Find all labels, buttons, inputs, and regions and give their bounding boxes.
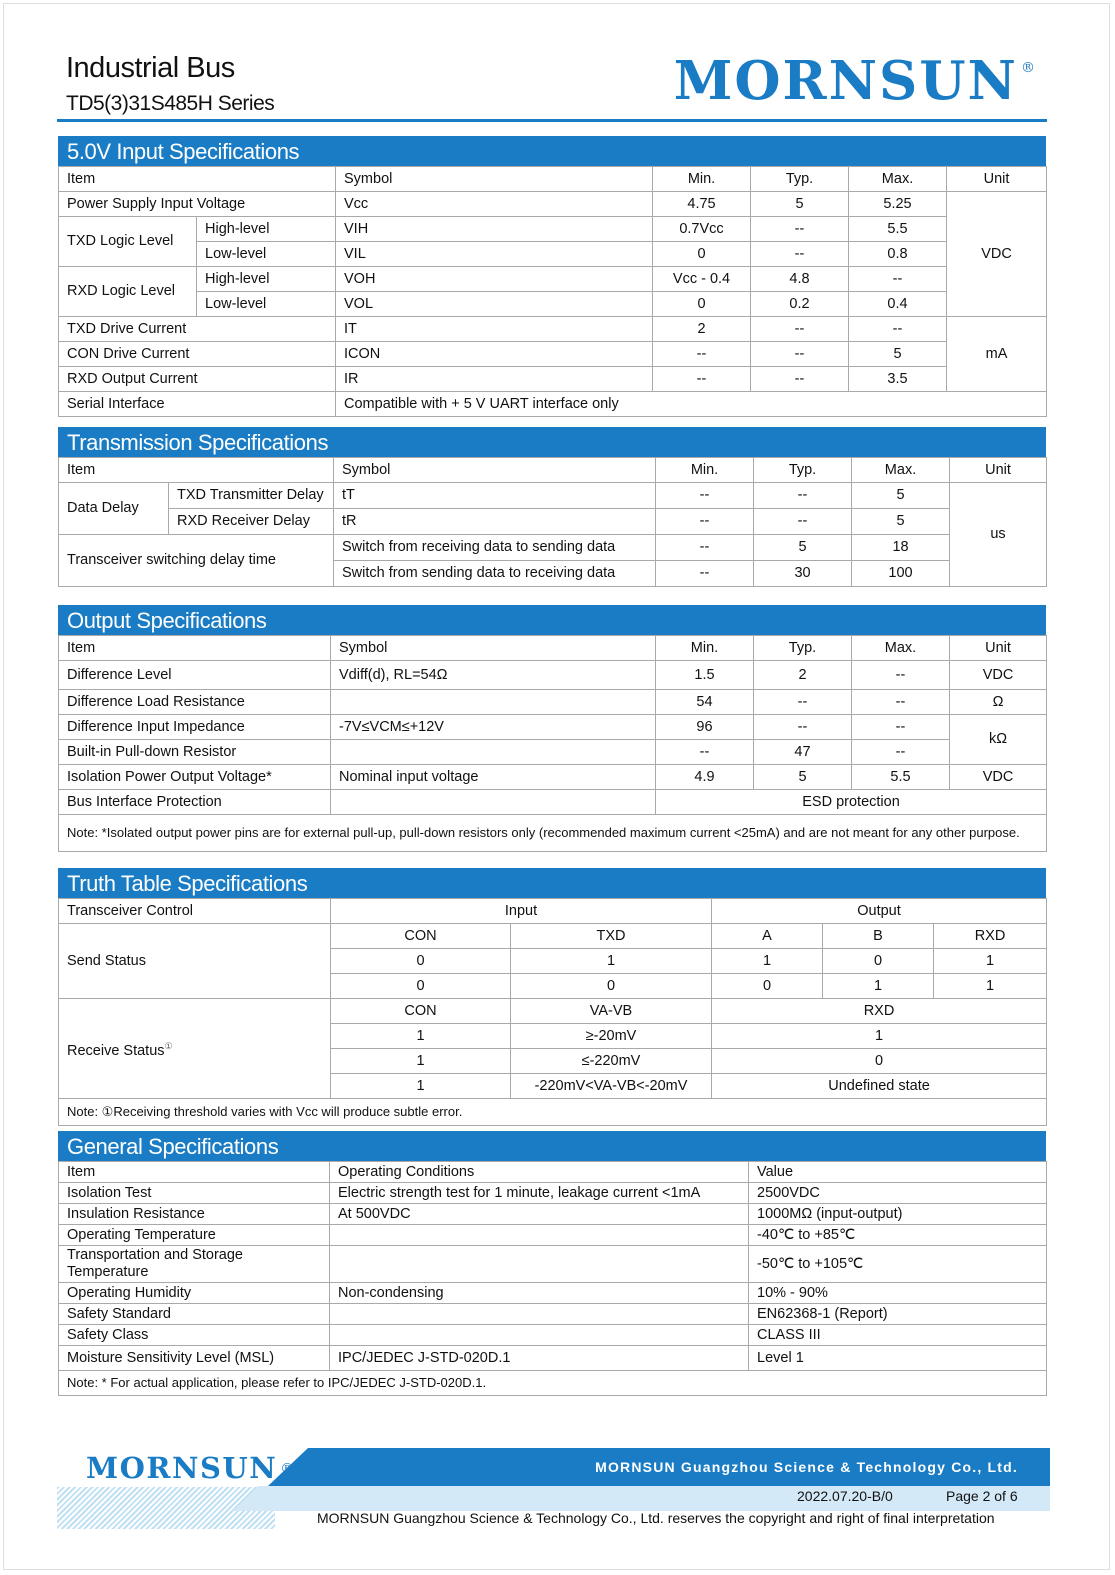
cell-conditions: Electric strength test for 1 minute, leakage current <1mA xyxy=(330,1183,749,1204)
cell-typ: -- xyxy=(754,690,852,715)
table-row xyxy=(59,1325,1047,1346)
table-row xyxy=(59,292,1047,317)
cell-con-head: CON xyxy=(331,924,511,949)
cell-conditions: Non-condensing xyxy=(330,1283,749,1304)
cell-rxd-head: RXD xyxy=(934,924,1047,949)
cell-rxd: 1 xyxy=(934,974,1047,999)
table-row xyxy=(59,1346,1047,1371)
header-min: Min. xyxy=(653,167,751,192)
cell-symbol: tT xyxy=(334,483,656,509)
cell-vavb: ≥-20mV xyxy=(511,1024,712,1049)
cell-min: 0.7Vcc xyxy=(653,217,751,242)
cell-subitem: High-level xyxy=(197,267,336,292)
cell-typ: -- xyxy=(751,242,849,267)
table-row xyxy=(59,483,1047,509)
cell-max: 18 xyxy=(852,535,950,561)
cell-typ: 5 xyxy=(754,535,852,561)
cell-symbol: IT xyxy=(336,317,653,342)
table-row xyxy=(59,740,1047,765)
section-title: Output Specifications xyxy=(58,605,1046,635)
footer-registered-mark: ® xyxy=(280,1461,296,1477)
cell-conditions xyxy=(330,1225,749,1246)
cell-max: 0.8 xyxy=(849,242,947,267)
footer-date: 2022.07.20-B/0 xyxy=(797,1488,893,1504)
cell-vavb: -220mV<VA-VB<-20mV xyxy=(511,1074,712,1099)
cell-max: 100 xyxy=(852,561,950,587)
cell-value: EN62368-1 (Report) xyxy=(749,1304,1047,1325)
cell-item: Difference Load Resistance xyxy=(59,690,331,715)
table-row xyxy=(59,690,1047,715)
cell-min: 0 xyxy=(653,292,751,317)
cell-max: -- xyxy=(852,740,950,765)
table-row xyxy=(59,1183,1047,1204)
cell-min: -- xyxy=(653,367,751,392)
cell-min: -- xyxy=(656,483,754,509)
cell-typ: 30 xyxy=(754,561,852,587)
header-symbol: Symbol xyxy=(331,636,656,661)
table-header-row xyxy=(59,458,1047,483)
cell-value: -50℃ to +105℃ xyxy=(749,1246,1047,1283)
header-item: Item xyxy=(59,458,334,483)
cell-txd-head: TXD xyxy=(511,924,712,949)
cell-max: -- xyxy=(852,715,950,740)
logo-text: MORNSUN xyxy=(673,50,1018,112)
cell-typ: 2 xyxy=(754,661,852,690)
header-item: Item xyxy=(59,167,336,192)
table-header-row xyxy=(59,899,1047,924)
transmission-specifications xyxy=(58,427,1046,587)
cell-con: 1 xyxy=(331,1049,511,1074)
cell-b-head: B xyxy=(823,924,934,949)
truth-note: Note: ①Receiving threshold varies with Vcc will produce subtle error. xyxy=(59,1099,1047,1126)
header-typ: Typ. xyxy=(754,458,852,483)
cell-max: 5 xyxy=(852,509,950,535)
cell-item: Power Supply Input Voltage xyxy=(59,192,336,217)
header-item: Item xyxy=(59,1162,330,1183)
general-specifications xyxy=(58,1131,1046,1396)
cell-conditions xyxy=(330,1304,749,1325)
footer-company: MORNSUN Guangzhou Science & Technology Co., Ltd. xyxy=(595,1459,1018,1475)
cell-item: RXD Logic Level xyxy=(59,267,197,317)
cell-symbol: tR xyxy=(334,509,656,535)
cell-max: -- xyxy=(852,690,950,715)
header-symbol: Symbol xyxy=(334,458,656,483)
cell-unit: VDC xyxy=(947,192,1047,317)
table-row xyxy=(59,924,1047,949)
table-row xyxy=(59,765,1047,790)
table-row xyxy=(59,217,1047,242)
footer-logo xyxy=(86,1451,296,1485)
cell-min: 0 xyxy=(653,242,751,267)
cell-item: Difference Input Impedance xyxy=(59,715,331,740)
cell-max: 3.5 xyxy=(849,367,947,392)
header-typ: Typ. xyxy=(751,167,849,192)
cell-item: Safety Class xyxy=(59,1325,330,1346)
cell-max: -- xyxy=(849,317,947,342)
cell-symbol: VOL xyxy=(336,292,653,317)
truth-table-specifications xyxy=(58,868,1046,1126)
cell-a: 1 xyxy=(712,949,823,974)
table-row xyxy=(59,509,1047,535)
cell-unit: VDC xyxy=(950,661,1047,690)
cell-item: Isolation Power Output Voltage* xyxy=(59,765,331,790)
cell-max: -- xyxy=(849,267,947,292)
cell-item: Data Delay xyxy=(59,483,169,535)
cell-con: 0 xyxy=(331,974,511,999)
cell-min: 1.5 xyxy=(656,661,754,690)
cell-rxd-head: RXD xyxy=(712,999,1047,1024)
table-row xyxy=(59,661,1047,690)
header-min: Min. xyxy=(656,458,754,483)
header-value: Value xyxy=(749,1162,1047,1183)
header-max: Max. xyxy=(852,458,950,483)
cell-vavb-head: VA-VB xyxy=(511,999,712,1024)
cell-send-status: Send Status xyxy=(59,924,331,999)
header-max: Max. xyxy=(852,636,950,661)
table-header-row xyxy=(59,167,1047,192)
cell-typ: -- xyxy=(754,715,852,740)
cell-rxd: 1 xyxy=(712,1024,1047,1049)
receive-footnote-mark: ① xyxy=(164,1040,173,1051)
cell-subitem: RXD Receiver Delay xyxy=(169,509,334,535)
general-note: Note: * For actual application, please refer to IPC/JEDEC J-STD-020D.1. xyxy=(59,1371,1047,1396)
header-unit: Unit xyxy=(950,458,1047,483)
table-row xyxy=(59,267,1047,292)
cell-min: -- xyxy=(656,561,754,587)
table-header-row xyxy=(59,1162,1047,1183)
receive-status-label: Receive Status xyxy=(67,1042,165,1059)
table-row xyxy=(59,1283,1047,1304)
header-min: Min. xyxy=(656,636,754,661)
cell-value: 10% - 90% xyxy=(749,1283,1047,1304)
cell-symbol: VIH xyxy=(336,217,653,242)
header-series: TD5(3)31S485H Series xyxy=(66,92,275,115)
cell-min: 2 xyxy=(653,317,751,342)
cell-rxd: Undefined state xyxy=(712,1074,1047,1099)
table-row xyxy=(59,342,1047,367)
header-title: Industrial Bus xyxy=(66,52,235,84)
cell-typ: -- xyxy=(751,317,849,342)
footer-page-number: Page 2 of 6 xyxy=(946,1488,1018,1504)
table-row xyxy=(59,1204,1047,1225)
table-note-row xyxy=(59,1099,1047,1126)
header-unit: Unit xyxy=(950,636,1047,661)
output-note: Note: *Isolated output power pins are for external pull-up, pull-down resistors only (recommended maximum current <25mA) and are not meant for any other purpose. xyxy=(59,815,1047,852)
cell-conditions: At 500VDC xyxy=(330,1204,749,1225)
header-max: Max. xyxy=(849,167,947,192)
cell-item: Insulation Resistance xyxy=(59,1204,330,1225)
table-row xyxy=(59,535,1047,561)
cell-value: Compatible with + 5 V UART interface only xyxy=(336,392,1047,417)
cell-typ: 5 xyxy=(751,192,849,217)
mornsun-logo xyxy=(674,50,1037,112)
section-title: Truth Table Specifications xyxy=(58,868,1046,898)
cell-item: Operating Temperature xyxy=(59,1225,330,1246)
cell-a: 0 xyxy=(712,974,823,999)
cell-rxd: 1 xyxy=(934,949,1047,974)
table-row xyxy=(59,790,1047,815)
header-symbol: Symbol xyxy=(336,167,653,192)
cell-typ: 4.8 xyxy=(751,267,849,292)
cell-unit: mA xyxy=(947,317,1047,392)
cell-min: 54 xyxy=(656,690,754,715)
header-unit: Unit xyxy=(947,167,1047,192)
cell-unit: us xyxy=(950,483,1047,587)
cell-vavb: ≤-220mV xyxy=(511,1049,712,1074)
header-input: Input xyxy=(331,899,712,924)
cell-item: Moisture Sensitivity Level (MSL) xyxy=(59,1346,330,1371)
cell-min: -- xyxy=(656,535,754,561)
cell-item: Transceiver switching delay time xyxy=(59,535,334,587)
cell-min: 4.9 xyxy=(656,765,754,790)
cell-item: Difference Level xyxy=(59,661,331,690)
cell-con: 1 xyxy=(331,1024,511,1049)
cell-value: Level 1 xyxy=(749,1346,1047,1371)
cell-max: -- xyxy=(852,661,950,690)
cell-value: CLASS III xyxy=(749,1325,1047,1346)
cell-txd: 1 xyxy=(511,949,712,974)
cell-item: Operating Humidity xyxy=(59,1283,330,1304)
cell-conditions xyxy=(330,1246,749,1283)
cell-value: -40℃ to +85℃ xyxy=(749,1225,1047,1246)
cell-max: 5.5 xyxy=(849,217,947,242)
cell-value: ESD protection xyxy=(656,790,1047,815)
cell-rxd: 0 xyxy=(712,1049,1047,1074)
cell-min: -- xyxy=(653,342,751,367)
header-output: Output xyxy=(712,899,1047,924)
cell-symbol xyxy=(331,690,656,715)
cell-symbol: Vcc xyxy=(336,192,653,217)
cell-b: 0 xyxy=(823,949,934,974)
cell-symbol: Vdiff(d), RL=54Ω xyxy=(331,661,656,690)
table-row xyxy=(59,1304,1047,1325)
cell-subitem: Low-level xyxy=(197,242,336,267)
cell-max: 5.25 xyxy=(849,192,947,217)
cell-b: 1 xyxy=(823,974,934,999)
footer-light-band xyxy=(233,1486,1050,1511)
cell-min: -- xyxy=(656,740,754,765)
header-typ: Typ. xyxy=(754,636,852,661)
cell-symbol xyxy=(331,790,656,815)
cell-item: TXD Drive Current xyxy=(59,317,336,342)
table-row xyxy=(59,192,1047,217)
cell-max: 5 xyxy=(852,483,950,509)
output-specifications xyxy=(58,605,1046,852)
cell-value: 1000MΩ (input-output) xyxy=(749,1204,1047,1225)
input-table xyxy=(58,166,1047,417)
cell-typ: 0.2 xyxy=(751,292,849,317)
cell-symbol: ICON xyxy=(336,342,653,367)
header-item: Item xyxy=(59,636,331,661)
footer-copyright: MORNSUN Guangzhou Science & Technology Co., Ltd. reserves the copyright and right of final interpretation xyxy=(317,1510,995,1526)
table-row xyxy=(59,392,1047,417)
truth-table xyxy=(58,898,1047,1126)
cell-symbol: Switch from receiving data to sending data xyxy=(334,535,656,561)
table-row xyxy=(59,1246,1047,1283)
cell-unit: VDC xyxy=(950,765,1047,790)
cell-unit: Ω xyxy=(950,690,1047,715)
header-conditions: Operating Conditions xyxy=(330,1162,749,1183)
cell-max: 5 xyxy=(849,342,947,367)
cell-item: TXD Logic Level xyxy=(59,217,197,267)
cell-item: Built-in Pull-down Resistor xyxy=(59,740,331,765)
input-specifications xyxy=(58,136,1046,417)
cell-min: -- xyxy=(656,509,754,535)
cell-symbol: IR xyxy=(336,367,653,392)
cell-typ: 47 xyxy=(754,740,852,765)
cell-receive-status xyxy=(59,999,331,1099)
cell-symbol: -7V≤VCM≤+12V xyxy=(331,715,656,740)
cell-symbol: Switch from sending data to receiving data xyxy=(334,561,656,587)
cell-value: 2500VDC xyxy=(749,1183,1047,1204)
table-note-row xyxy=(59,1371,1047,1396)
cell-item: RXD Output Current xyxy=(59,367,336,392)
table-note-row xyxy=(59,815,1047,852)
cell-max: 0.4 xyxy=(849,292,947,317)
cell-typ: -- xyxy=(751,367,849,392)
cell-min: 4.75 xyxy=(653,192,751,217)
cell-con-head: CON xyxy=(331,999,511,1024)
cell-item: Safety Standard xyxy=(59,1304,330,1325)
page-footer xyxy=(0,1445,1115,1575)
cell-symbol: VIL xyxy=(336,242,653,267)
cell-symbol: Nominal input voltage xyxy=(331,765,656,790)
cell-txd: 0 xyxy=(511,974,712,999)
cell-unit: kΩ xyxy=(950,715,1047,765)
cell-min: 96 xyxy=(656,715,754,740)
table-row xyxy=(59,317,1047,342)
transmission-table xyxy=(58,457,1047,587)
table-header-row xyxy=(59,636,1047,661)
cell-max: 5.5 xyxy=(852,765,950,790)
section-title: General Specifications xyxy=(58,1131,1046,1161)
cell-min: Vcc - 0.4 xyxy=(653,267,751,292)
cell-typ: -- xyxy=(754,483,852,509)
cell-typ: -- xyxy=(754,509,852,535)
section-title: Transmission Specifications xyxy=(58,427,1046,457)
cell-typ: -- xyxy=(751,342,849,367)
general-table xyxy=(58,1161,1047,1396)
cell-item: CON Drive Current xyxy=(59,342,336,367)
cell-con: 0 xyxy=(331,949,511,974)
table-row xyxy=(59,242,1047,267)
table-row xyxy=(59,999,1047,1024)
cell-subitem: TXD Transmitter Delay xyxy=(169,483,334,509)
cell-symbol xyxy=(331,740,656,765)
cell-item: Bus Interface Protection xyxy=(59,790,331,815)
cell-item: Transportation and Storage Temperature xyxy=(59,1246,330,1283)
table-row xyxy=(59,1225,1047,1246)
registered-mark: ® xyxy=(1021,60,1037,76)
output-table xyxy=(58,635,1047,852)
table-row xyxy=(59,715,1047,740)
cell-conditions: IPC/JEDEC J-STD-020D.1 xyxy=(330,1346,749,1371)
cell-typ: -- xyxy=(751,217,849,242)
cell-a-head: A xyxy=(712,924,823,949)
header-control: Transceiver Control xyxy=(59,899,331,924)
header-rule xyxy=(57,119,1047,122)
cell-item: Isolation Test xyxy=(59,1183,330,1204)
cell-subitem: High-level xyxy=(197,217,336,242)
cell-item: Serial Interface xyxy=(59,392,336,417)
cell-typ: 5 xyxy=(754,765,852,790)
table-row xyxy=(59,367,1047,392)
cell-symbol: VOH xyxy=(336,267,653,292)
footer-logo-text: MORNSUN xyxy=(86,1451,278,1485)
section-title: 5.0V Input Specifications xyxy=(58,136,1046,166)
cell-conditions xyxy=(330,1325,749,1346)
cell-con: 1 xyxy=(331,1074,511,1099)
cell-subitem: Low-level xyxy=(197,292,336,317)
